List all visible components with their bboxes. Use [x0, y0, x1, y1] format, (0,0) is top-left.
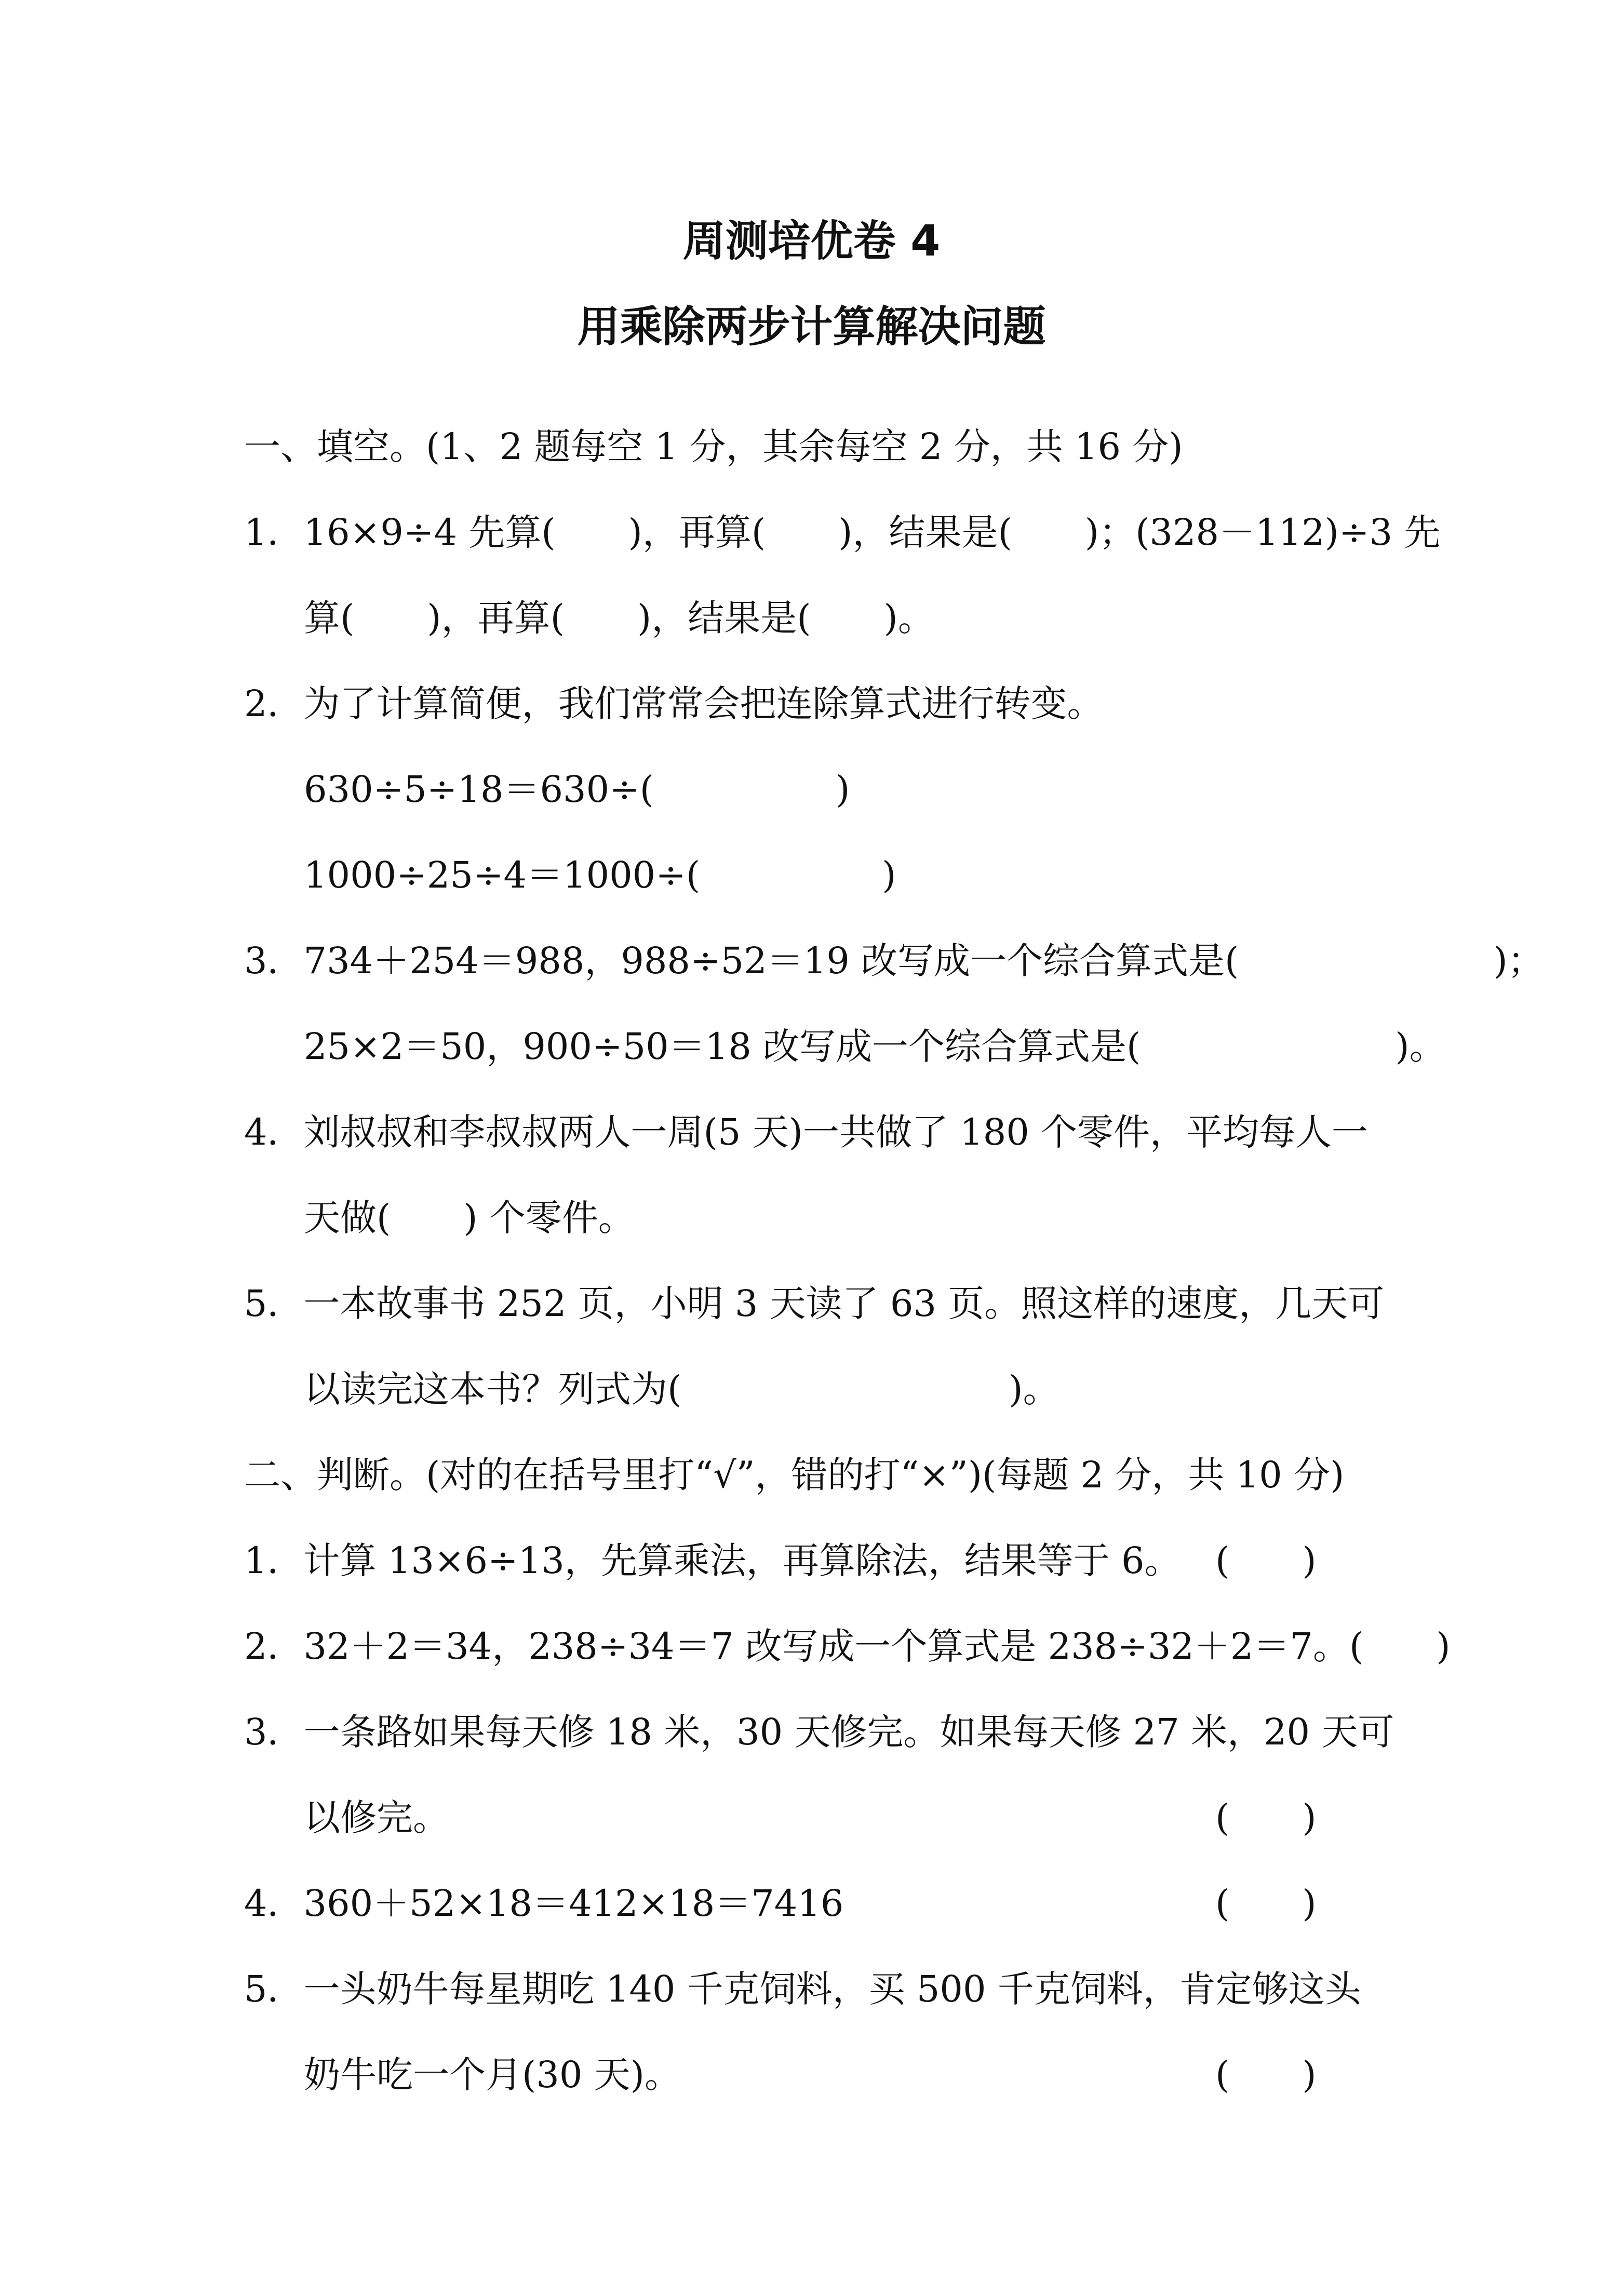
- s1-q2-line3: 1000÷25÷4＝1000÷( ): [304, 854, 896, 896]
- s1-q4-line1: 4．刘叔叔和李叔叔两人一周(5 天)一共做了 180 个零件，平均每人一: [244, 1111, 1369, 1153]
- s2-q5-line1: 5．一头奶牛每星期吃 140 千克饲料，买 500 千克饲料，肯定够这头: [244, 1968, 1361, 2010]
- s2-q3-line1: 3．一条路如果每天修 18 米，30 天修完。如果每天修 27 米，20 天可: [244, 1711, 1394, 1753]
- s1-q1-line2: 算( )，再算( )，结果是( )。: [304, 597, 934, 639]
- worksheet-title: 周测培优卷 4: [682, 217, 941, 266]
- worksheet-subtitle: 用乘除两步计算解决问题: [577, 302, 1046, 352]
- s1-q5-line2: 以读完这本书？列式为( )。: [304, 1368, 1059, 1411]
- s2-q3-line2: 以修完。: [304, 1796, 449, 1839]
- section1-heading: 一、填空。(1、2 题每空 1 分，其余每空 2 分，共 16 分): [244, 425, 1183, 468]
- s1-q1-line1: 1．16×9÷4 先算( )，再算( )，结果是( )；(328－112)÷3 先: [244, 511, 1441, 554]
- s2-q1-answer-blank: ( ): [1215, 1539, 1317, 1582]
- s1-q3-line1: 3．734＋254＝988，988÷52＝19 改写成一个综合算式是( )；: [244, 939, 1544, 982]
- s2-q3-answer-blank: ( ): [1215, 1796, 1317, 1839]
- s2-q4: 4．360＋52×18＝412×18＝7416: [244, 1882, 844, 1925]
- s1-q4-line2: 天做( ) 个零件。: [304, 1197, 635, 1239]
- section2-heading: 二、判断。(对的在括号里打“√”，错的打“×”)(每题 2 分，共 10 分): [244, 1454, 1345, 1496]
- s1-q2-line1: 2．为了计算简便，我们常常会把连除算式进行转变。: [244, 682, 1104, 725]
- s1-q5-line1: 5．一本故事书 252 页，小明 3 天读了 63 页。照这样的速度，几天可: [244, 1282, 1385, 1325]
- s2-q2: 2．32＋2＝34，238÷34＝7 改写成一个算式是 238÷32＋2＝7。( ): [244, 1625, 1451, 1668]
- s2-q1: 1．计算 13×6÷13，先算乘法，再算除法，结果等于 6。: [244, 1539, 1181, 1582]
- s1-q2-line2: 630÷5÷18＝630÷( ): [304, 768, 850, 811]
- s1-q3-line2: 25×2＝50，900÷50＝18 改写成一个综合算式是( )。: [304, 1025, 1446, 1068]
- s2-q5-answer-blank: ( ): [1215, 2053, 1317, 2096]
- s2-q5-line2: 奶牛吃一个月(30 天)。: [304, 2053, 681, 2096]
- s2-q4-answer-blank: ( ): [1215, 1882, 1317, 1925]
